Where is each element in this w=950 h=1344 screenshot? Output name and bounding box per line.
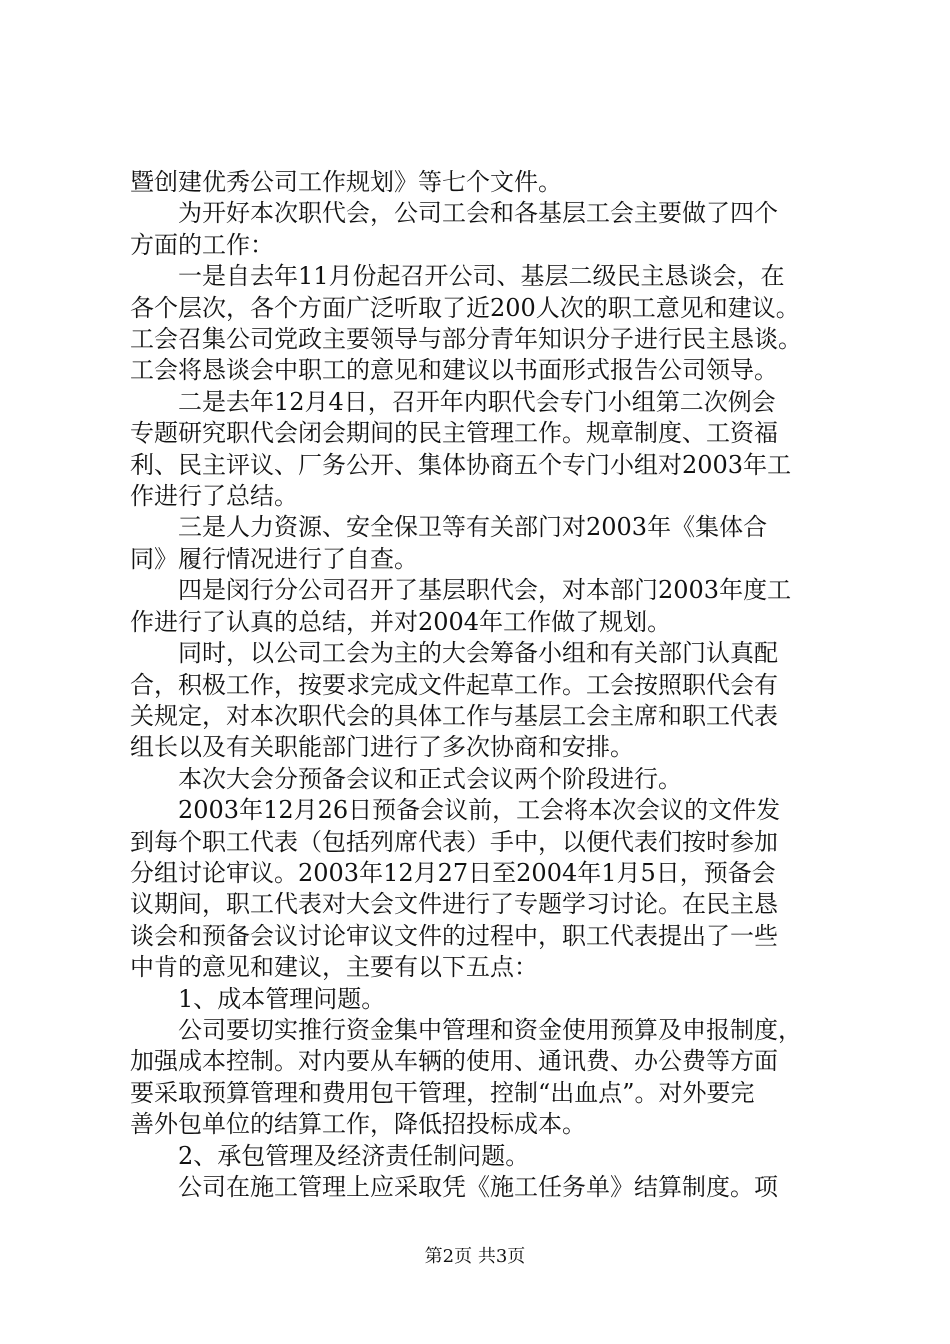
text-line: 到每个职工代表（包括列席代表）手中，以便代表们按时参加 (130, 827, 778, 856)
text-line: 工会召集公司党政主要领导与部分青年知识分子进行民主恳谈。 (130, 325, 802, 354)
text-line: 作进行了认真的总结，并对2004年工作做了规划。 (130, 607, 672, 636)
text-line: 分组讨论审议。2003年12月27日至2004年1月5日，预备会 (130, 858, 776, 887)
text-line: 本次大会分预备会议和正式会议两个阶段进行。 (130, 764, 682, 793)
text-line: 中肯的意见和建议，主要有以下五点： (130, 953, 538, 982)
text-line: 利、民主评议、厂务公开、集体协商五个专门小组对2003年工 (130, 450, 792, 479)
text-line: 关规定，对本次职代会的具体工作与基层工会主席和职工代表 (130, 701, 778, 730)
text-line: 为开好本次职代会，公司工会和各基层工会主要做了四个 (130, 199, 778, 228)
text-line: 作进行了总结。 (130, 482, 298, 511)
text-line: 2、承包管理及经济责任制问题。 (130, 1141, 530, 1170)
text-line: 同时，以公司工会为主的大会筹备小组和有关部门认真配 (130, 639, 778, 668)
text-line: 加强成本控制。对内要从车辆的使用、通讯费、办公费等方面 (130, 1047, 778, 1076)
text-line: 要采取预算管理和费用包干管理，控制“出血点”。对外要完 (130, 1078, 755, 1107)
text-line: 四是闵行分公司召开了基层职代会，对本部门2003年度工 (130, 576, 792, 605)
text-line: 组长以及有关职能部门进行了多次协商和安排。 (130, 733, 634, 762)
text-line: 谈会和预备会议讨论审议文件的过程中，职工代表提出了一些 (130, 921, 778, 950)
text-line: 工会将恳谈会中职工的意见和建议以书面形式报告公司领导。 (130, 356, 778, 385)
text-line: 议期间，职工代表对大会文件进行了专题学习讨论。在民主恳 (130, 890, 778, 919)
text-line: 一是自去年11月份起召开公司、基层二级民主恳谈会，在 (130, 262, 785, 291)
text-line: 暨创建优秀公司工作规划》等七个文件。 (130, 168, 562, 196)
text-line: 二是去年12月4日，召开年内职代会专门小组第二次例会 (130, 387, 776, 416)
page-footer: 第2页 共3页 (424, 1246, 526, 1267)
text-line: 方面的工作： (130, 230, 274, 259)
text-line: 公司要切实推行资金集中管理和资金使用预算及申报制度， (130, 1015, 802, 1044)
text-line: 公司在施工管理上应采取凭《施工任务单》结算制度。项 (130, 1173, 778, 1201)
text-line: 合，积极工作，按要求完成文件起草工作。工会按照职代会有 (130, 670, 778, 699)
text-line: 各个层次，各个方面广泛听取了近200人次的职工意见和建议。 (130, 293, 800, 322)
text-line: 三是人力资源、安全保卫等有关部门对2003年《集体合 (130, 513, 768, 542)
text-line: 1、成本管理问题。 (130, 984, 386, 1013)
text-line: 同》履行情况进行了自查。 (130, 544, 418, 573)
text-line: 善外包单位的结算工作，降低招投标成本。 (130, 1110, 586, 1139)
text-line: 2003年12月26日预备会议前，工会将本次会议的文件发 (130, 796, 781, 825)
text-line: 专题研究职代会闭会期间的民主管理工作。规章制度、工资福 (130, 419, 778, 448)
document-body (130, 167, 842, 1203)
